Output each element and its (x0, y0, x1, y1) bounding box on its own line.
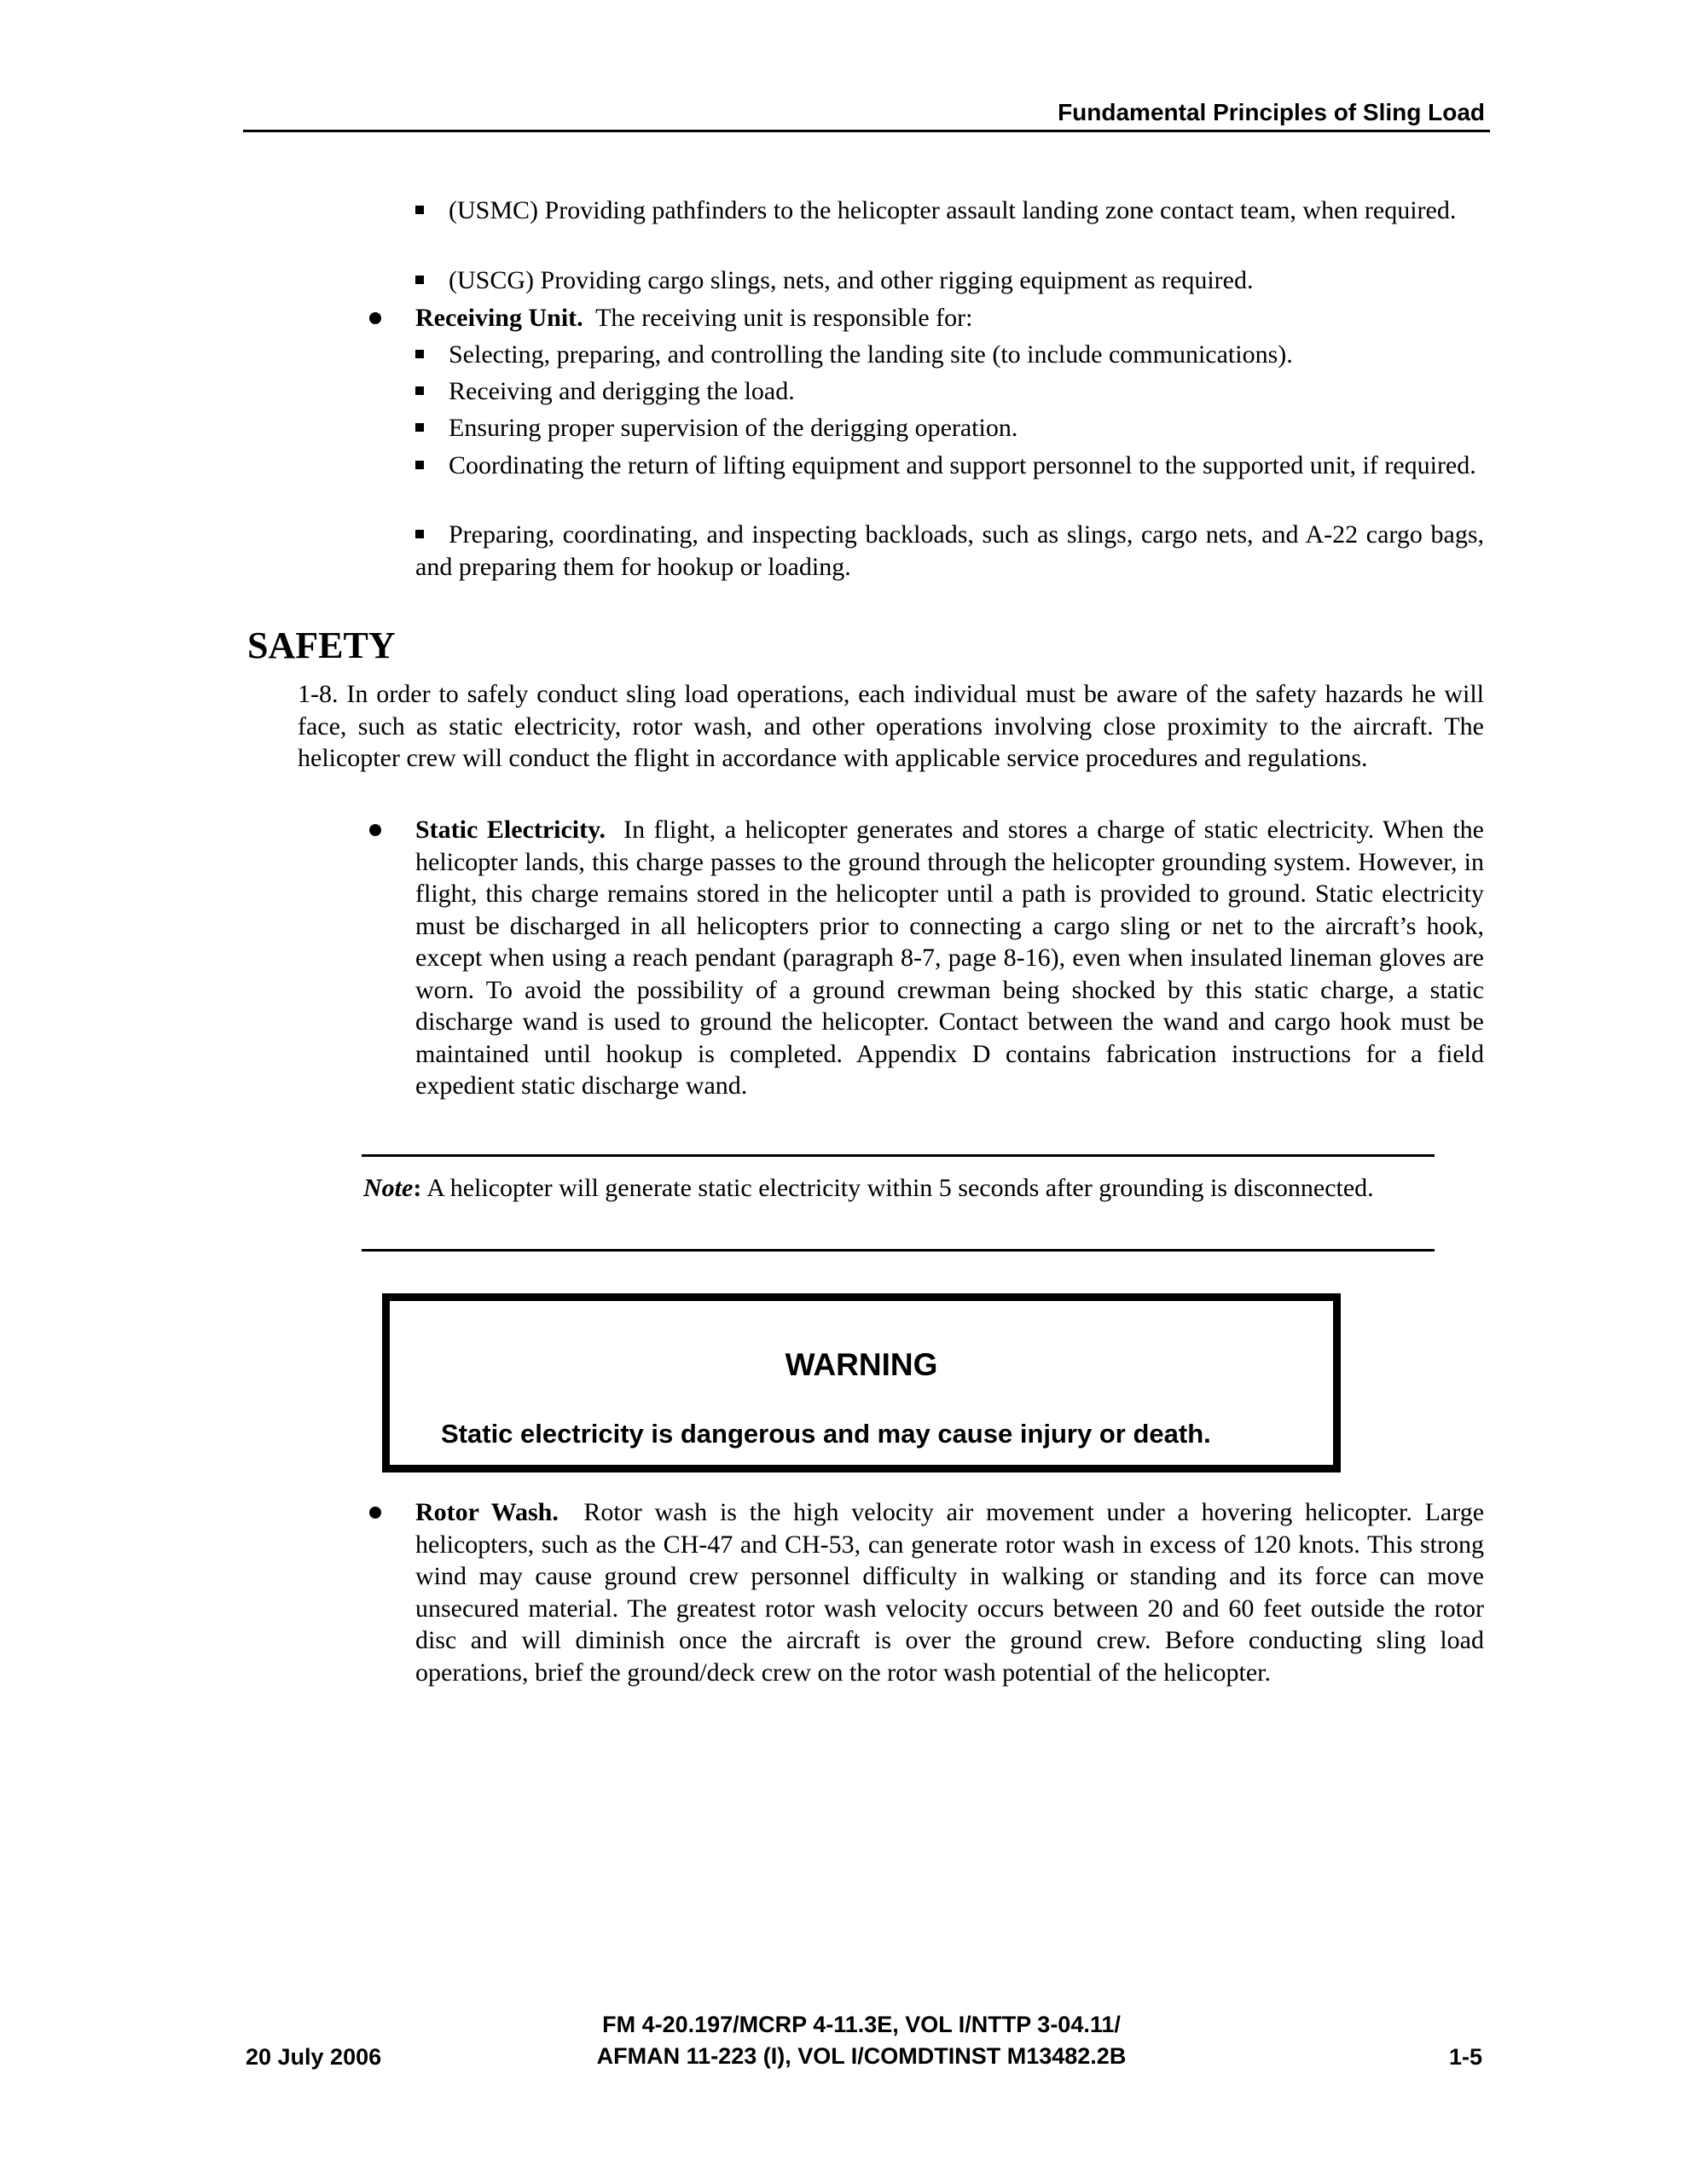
static-electricity-item (415, 814, 1484, 1102)
list-item-receiving-5 (415, 519, 1484, 583)
round-bullet-icon (369, 312, 381, 324)
warning-box (382, 1293, 1341, 1472)
section-heading-safety: SAFETY (247, 624, 396, 666)
list-item-uscg (415, 264, 1484, 297)
list-item-usmc (415, 195, 1484, 227)
footer-page-number: 1-5 (1448, 2044, 1482, 2070)
warning-title: WARNING (785, 1347, 938, 1382)
list-item-receiving-4 (415, 450, 1484, 482)
list-item-receiving-1 (415, 339, 1484, 371)
static-electricity-text: In flight, a helicopter generates and stores a charge of static electricity. When the helicopter lands, this charge passes to the ground through the helicopter grounding system. However, in flight, this charge remains stored in the helicopter until a path is provided to ground. Static electricity must be discharged in all helicopters prior to connecting a cargo sling or net to the aircraft’s hook, except when using a reach pendant (paragraph 8-7, page 8-16), even when insulated lineman gloves are worn. To avoid the possibility of a ground crewman being shocked by this static charge, a static discharge wand is used to ground the helicopter. Contact between the wand and cargo hook must be maintained until hookup is completed. Appendix D contains fabrication instructions for a field expedient static discharge wand. (415, 816, 1485, 1100)
rotor-wash-label: Rotor Wash. (415, 1498, 559, 1526)
note-label: Note (363, 1174, 414, 1202)
receiving-unit-intro: The receiving unit is responsible for: (595, 304, 973, 332)
square-bullet-icon (415, 461, 424, 469)
square-bullet-icon (415, 423, 424, 432)
footer-doc-line-1: FM 4-20.197/MCRP 4-11.3E, VOL I/NTTP 3-04.11/ (602, 2012, 1121, 2037)
list-item-receiving-2 (415, 375, 1484, 408)
receiving-unit-item (415, 302, 1484, 334)
running-header (243, 97, 1490, 132)
square-bullet-icon (415, 386, 424, 395)
list-item-text: (USMC) Providing pathfinders to the helicopter assault landing zone contact team, when required. (449, 196, 1457, 224)
list-item-text: Coordinating the return of lifting equipment and support personnel to the supported unit, if required. (449, 451, 1476, 479)
warning-text: Static electricity is dangerous and may cause injury or death. (441, 1419, 1211, 1449)
note-box: Note: A helicopter will generate static electricity within 5 seconds after grounding is disconnected. (362, 1154, 1435, 1252)
rotor-wash-text: Rotor wash is the high velocity air movement under a hovering helicopter. Large helicopters, such as the CH-47 and CH-53, can generate rotor wash in excess of 120 knots. This strong wind may cause ground crew personnel difficulty in walking or standing and its force can move unsecured material. The greatest rotor wash velocity occurs between 20 and 60 feet outside the rotor disc and will diminish once the aircraft is over the ground crew. Before conducting sling load operations, brief the ground/deck crew on the rotor wash potential of the helicopter. (415, 1498, 1485, 1687)
footer-doc-id (469, 2009, 1254, 2072)
footer-doc-line-2: AFMAN 11-223 (I), VOL I/COMDTINST M13482.2B (596, 2043, 1127, 2069)
square-bullet-icon (415, 206, 424, 214)
square-bullet-icon (415, 530, 424, 538)
list-item-text: Ensuring proper supervision of the derigging operation. (449, 414, 1018, 442)
list-item-text: Receiving and derigging the load. (449, 377, 795, 405)
list-item-text: (USCG) Providing cargo slings, nets, and other rigging equipment as required. (449, 266, 1254, 294)
list-item-text: Preparing, coordinating, and inspecting backloads, such as slings, cargo nets, and A-22 cargo bags, and preparing them for hookup or loading. (415, 520, 1484, 581)
round-bullet-icon (369, 1507, 381, 1519)
note-text: A helicopter will generate static electricity within 5 seconds after grounding is disconnected. (426, 1174, 1374, 1202)
square-bullet-icon (415, 276, 424, 284)
square-bullet-icon (415, 350, 424, 358)
rotor-wash-item (415, 1496, 1484, 1688)
paragraph-1-8: 1-8. In order to safely conduct sling load operations, each individual must be aware of the safety hazards he will face, such as static electricity, rotor wash, and other operations involving close proximity to the aircraft. The helicopter crew will conduct the flight in accordance with applicable service procedures and regulations. (298, 680, 1484, 772)
footer-date: 20 July 2006 (246, 2044, 382, 2070)
receiving-unit-label: Receiving Unit. (415, 304, 583, 332)
round-bullet-icon (369, 824, 381, 836)
list-item-text: Selecting, preparing, and controlling the landing site (to include communications). (449, 340, 1293, 369)
header-title: Fundamental Principles of Sling Load (1058, 99, 1485, 125)
list-item-receiving-3 (415, 412, 1484, 444)
static-electricity-label: Static Electricity. (415, 816, 606, 844)
